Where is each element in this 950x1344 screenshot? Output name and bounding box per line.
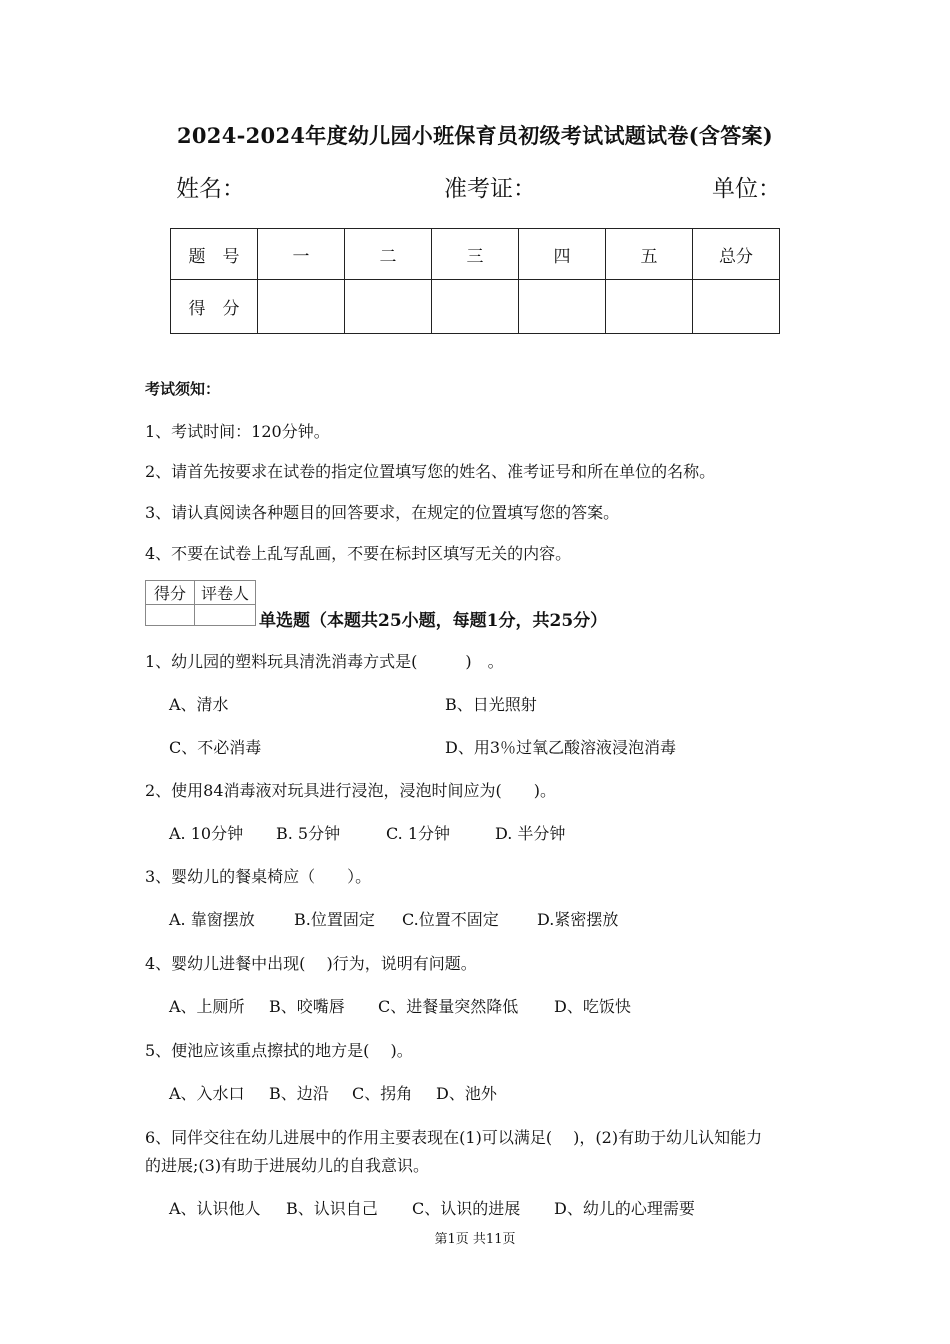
score-header-cell: 一 — [258, 229, 345, 280]
question-stem-continued: 的进展;(3)有助于进展幼儿的自我意识。 — [145, 1156, 430, 1175]
question-option: A. 靠窗摆放 — [169, 910, 255, 929]
question-stem: 2、使用84消毒液对玩具进行浸泡，浸泡时间应为( )。 — [145, 781, 557, 800]
exam-id-field-label: 准考证： — [444, 176, 536, 202]
question-option: C、拐角 — [352, 1084, 413, 1103]
question-option: B、咬嘴唇 — [269, 997, 345, 1016]
question-stem: 5、便池应该重点擦拭的地方是( )。 — [145, 1041, 413, 1060]
score-header-cell: 题 号 — [171, 229, 258, 280]
score-header-cell: 二 — [345, 229, 432, 280]
grader-name-label: 评卷人 — [195, 581, 256, 605]
question-option: B、边沿 — [269, 1084, 329, 1103]
question-stem: 3、婴幼儿的餐桌椅应（ ）。 — [145, 867, 372, 886]
question-option: D、吃饭快 — [554, 997, 631, 1016]
score-input-cell[interactable] — [432, 280, 519, 334]
score-header-cell: 三 — [432, 229, 519, 280]
question-option: A、上厕所 — [169, 997, 245, 1016]
question-option: D、池外 — [436, 1084, 497, 1103]
question-option: B.位置固定 — [294, 910, 375, 929]
question-stem: 6、同伴交往在幼儿进展中的作用主要表现在(1)可以满足( )，(2)有助于幼儿认知能力 — [145, 1128, 763, 1147]
exam-title: 2024-2024年度幼儿园小班保育员初级考试试题试卷(含答案) — [176, 123, 774, 148]
grader-name-cell[interactable] — [195, 605, 256, 626]
score-row-label: 得 分 — [171, 280, 258, 334]
grader-score-cell[interactable] — [146, 605, 195, 626]
question-option: C、认识的进展 — [412, 1199, 521, 1218]
unit-field-label: 单位： — [712, 176, 781, 202]
question-option: A、认识他人 — [169, 1199, 261, 1218]
page-footer: 第1页 共11页 — [434, 1232, 516, 1247]
question-option: A. 10分钟 — [169, 824, 244, 843]
question-option: C、进餐量突然降低 — [378, 997, 519, 1016]
score-input-cell[interactable] — [258, 280, 345, 334]
notice-item: 1、考试时间：120分钟。 — [145, 422, 330, 441]
notice-item: 2、请首先按要求在试卷的指定位置填写您的姓名、准考证号和所在单位的名称。 — [145, 462, 716, 481]
name-field-label: 姓名： — [176, 176, 245, 202]
score-input-cell[interactable] — [345, 280, 432, 334]
score-header-cell: 总分 — [693, 229, 780, 280]
question-option: B. 5分钟 — [276, 824, 341, 843]
notice-heading: 考试须知： — [145, 380, 221, 398]
score-header-cell: 五 — [606, 229, 693, 280]
question-stem: 4、婴幼儿进餐中出现( )行为，说明有问题。 — [145, 954, 477, 973]
question-option: D.紧密摆放 — [537, 910, 619, 929]
question-option: A、清水 — [169, 695, 229, 714]
question-option: D、用3％过氧乙酸溶液浸泡消毒 — [445, 738, 677, 757]
score-input-cell[interactable] — [693, 280, 780, 334]
score-table — [170, 228, 780, 334]
score-header-cell: 四 — [519, 229, 606, 280]
question-option: A、入水口 — [169, 1084, 245, 1103]
question-option: D、幼儿的心理需要 — [554, 1199, 695, 1218]
notice-item: 4、不要在试卷上乱写乱画，不要在标封区填写无关的内容。 — [145, 544, 572, 563]
grader-score-label: 得分 — [146, 581, 195, 605]
question-option: C、不必消毒 — [169, 738, 262, 757]
notice-item: 3、请认真阅读各种题目的回答要求，在规定的位置填写您的答案。 — [145, 503, 620, 522]
question-stem: 1、幼儿园的塑料玩具清洗消毒方式是( ) 。 — [145, 652, 504, 671]
section-title: 单选题（本题共25小题，每题1分，共25分） — [259, 611, 608, 631]
score-table-header-row — [171, 229, 780, 280]
grader-box — [145, 580, 256, 626]
score-input-cell[interactable] — [606, 280, 693, 334]
question-option: B、日光照射 — [445, 695, 537, 714]
question-option: D. 半分钟 — [495, 824, 566, 843]
question-option: C. 1分钟 — [386, 824, 451, 843]
question-option: C.位置不固定 — [402, 910, 499, 929]
score-table-score-row — [171, 280, 780, 334]
question-option: B、认识自己 — [286, 1199, 378, 1218]
score-input-cell[interactable] — [519, 280, 606, 334]
